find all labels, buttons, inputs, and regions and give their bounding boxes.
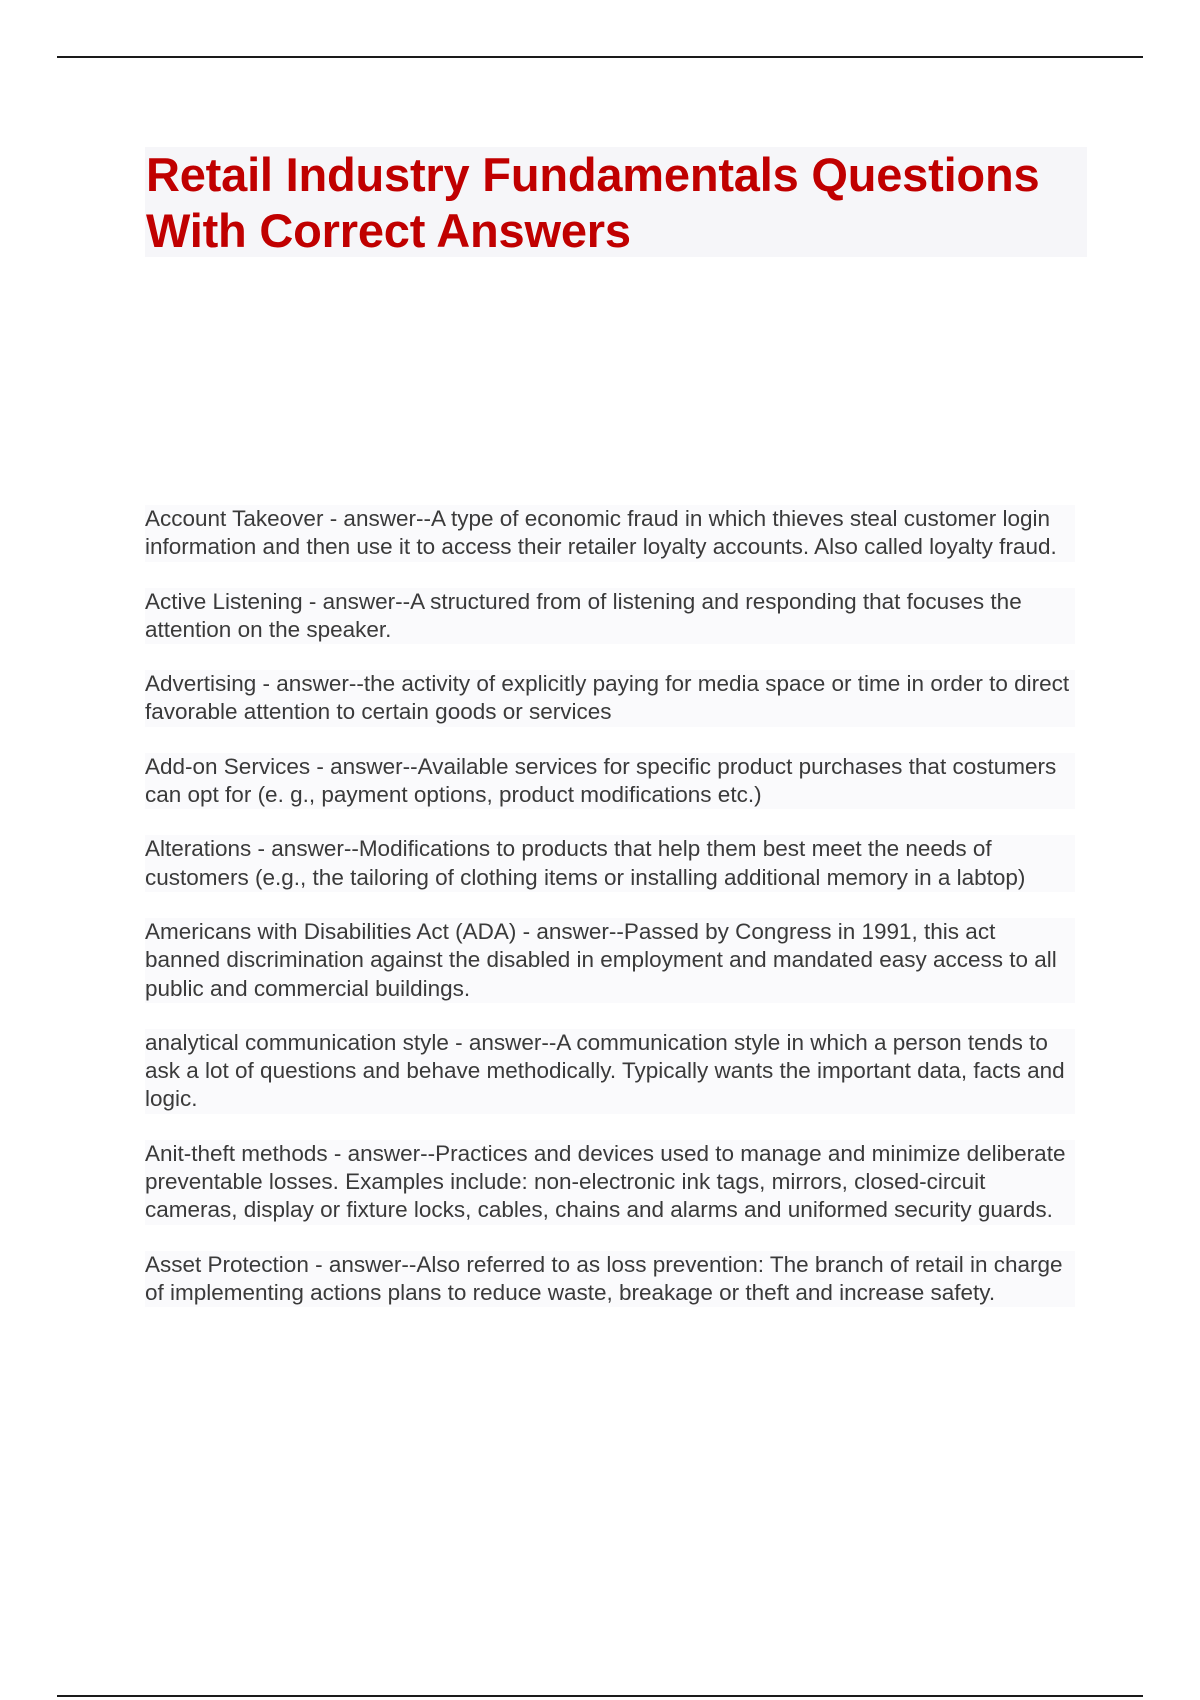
header-rule	[57, 56, 1143, 58]
glossary-entry: Add-on Services - answer--Available services for specific product purchases that costumers can opt for (e. g., payment options, product modifications etc.)	[145, 753, 1075, 810]
glossary-entry: Active Listening - answer--A structured from of listening and responding that focuses the attention on the speaker.	[145, 588, 1075, 645]
glossary-list	[145, 505, 1075, 1333]
glossary-entry: Advertising - answer--the activity of explicitly paying for media space or time in order to direct favorable attention to certain goods or services	[145, 670, 1075, 727]
title-block	[145, 147, 1087, 257]
glossary-entry: analytical communication style - answer--A communication style in which a person tends to ask a lot of questions and behave methodically. Typically wants the important data, facts and logic.	[145, 1029, 1075, 1114]
glossary-entry: Anit-theft methods - answer--Practices and devices used to manage and minimize deliberate preventable losses. Examples include: non-electronic ink tags, mirrors, closed-circuit cameras, display or fixture locks, cables, chains and alarms and uniformed security guards.	[145, 1140, 1075, 1225]
glossary-entry: Asset Protection - answer--Also referred to as loss prevention: The branch of retail in charge of implementing actions plans to reduce waste, breakage or theft and increase safety.	[145, 1251, 1075, 1308]
document-title: Retail Industry Fundamentals Questions With Correct Answers	[146, 148, 1040, 257]
glossary-entry: Account Takeover - answer--A type of economic fraud in which thieves steal customer login information and then use it to access their retailer loyalty accounts. Also called loyalty fraud.	[145, 505, 1075, 562]
footer-rule	[57, 1695, 1143, 1697]
glossary-entry: Americans with Disabilities Act (ADA) - answer--Passed by Congress in 1991, this act banned discrimination against the disabled in employment and mandated easy access to all public and commercial buildings.	[145, 918, 1075, 1003]
glossary-entry: Alterations - answer--Modifications to products that help them best meet the needs of customers (e.g., the tailoring of clothing items or installing additional memory in a labtop)	[145, 835, 1075, 892]
